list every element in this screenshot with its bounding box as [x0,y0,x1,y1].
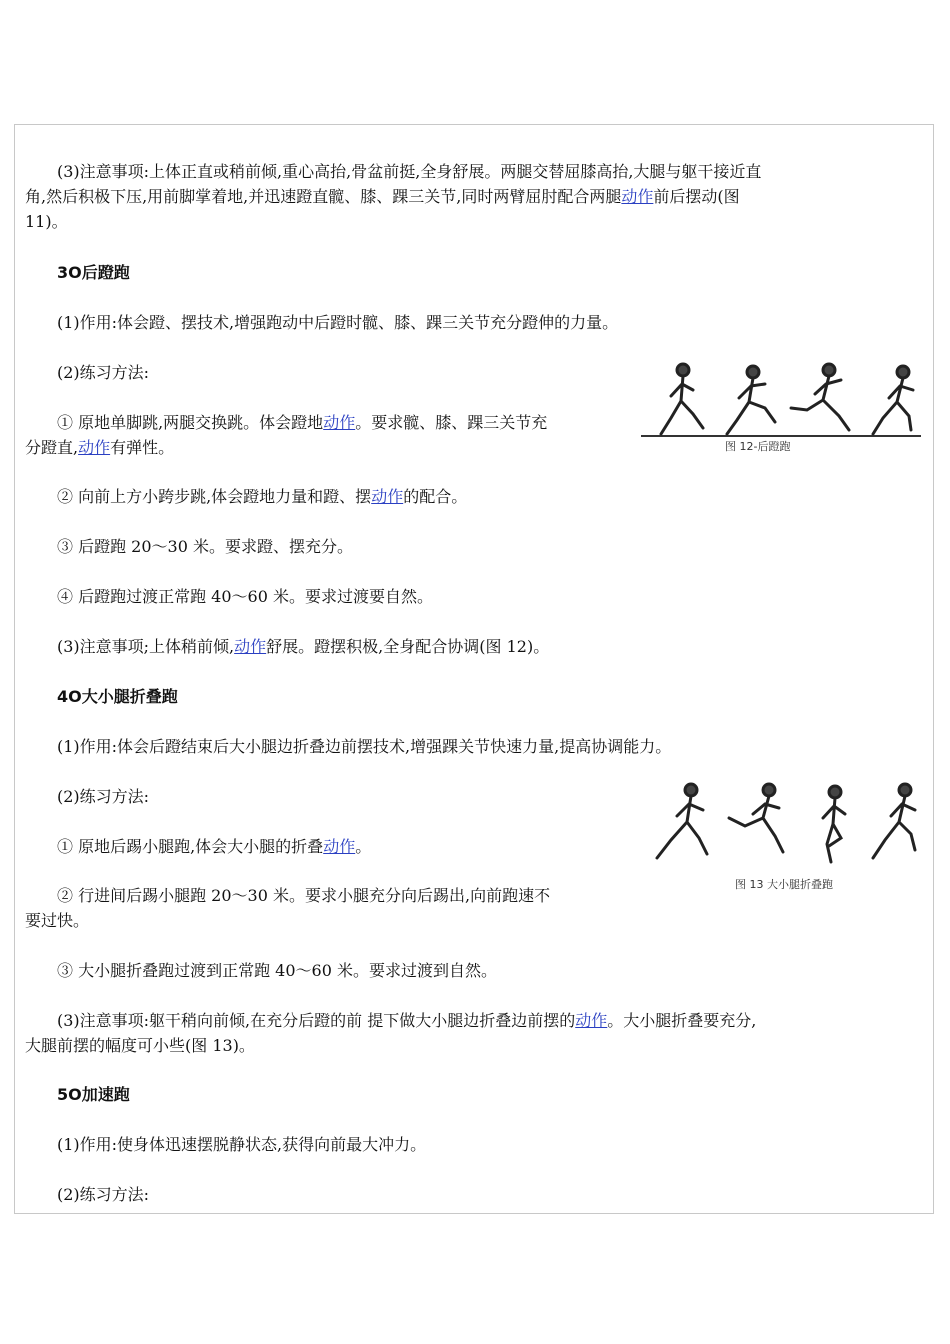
link-dongzuo[interactable]: 动作 [323,413,356,432]
runner-illustration [645,778,925,878]
paragraph: (1)作用:使身体迅速摆脱静状态,获得向前最大冲力。 [57,1135,427,1154]
paragraph: (1)作用:体会蹬、摆技术,增强跑动中后蹬时髋、膝、踝三关节充分蹬伸的力量。 [57,313,619,332]
paragraph-line [25,209,68,234]
link-dongzuo[interactable]: 动作 [371,487,404,506]
text: 角,然后积极下压,用前脚掌着地,并迅速蹬直髋、膝、踝三关节,同时两臂屈肘配合两腿 [25,187,622,206]
text: 有弹性。 [110,438,175,457]
paragraph [57,484,467,509]
paragraph: (2)练习方法: [57,1185,150,1204]
text: ① 原地单脚跳,两腿交换跳。体会蹬地 [57,413,324,432]
section-heading: 4O大小腿折叠跑 [57,687,178,706]
section-heading: 3O后蹬跑 [57,263,130,282]
paragraph: ④ 后蹬跑过渡正常跑 40～60 米。要求过渡要自然。 [57,587,433,606]
paragraph: ③ 大小腿折叠跑过渡到正常跑 40～60 米。要求过渡到自然。 [57,961,497,980]
text: (3)注意事项:上体正直或稍前倾,重心高抬,骨盆前挺,全身舒展。两腿交替屈膝高抬,大腿与躯干接近直 [57,162,762,181]
paragraph: (1)作用:体会后蹬结束后大小腿边折叠边前摆技术,增强踝关节快速力量,提高协调能力。 [57,737,672,756]
text: ② 向前上方小跨步跳,体会蹬地力量和蹬、摆 [57,487,372,506]
section-heading: 5O加速跑 [57,1085,130,1104]
paragraph-line: 要过快。 [25,911,90,930]
figure-12 [641,356,921,456]
paragraph: (2)练习方法: [57,787,150,806]
paragraph: ③ 后蹬跑 20～30 米。要求蹬、摆充分。 [57,537,353,556]
paragraph [57,834,371,859]
paragraph-line [25,159,761,184]
link-dongzuo[interactable]: 动作 [78,438,111,457]
text: 。 [355,837,372,856]
text: 分蹬直, [25,438,79,457]
link-dongzuo[interactable]: 动作 [323,837,356,856]
link-dongzuo[interactable]: 动作 [234,637,267,656]
figure-13 [645,778,925,893]
text: 前后摆动(图 [653,187,740,206]
paragraph [57,634,549,659]
text: ① 原地后踢小腿跑,体会大小腿的折叠 [57,837,324,856]
text: (3)注意事项:躯干稍向前倾,在充分后蹬的前 提下做大小腿边折叠边前摆的 [57,1011,576,1030]
text: 11)。 [25,212,68,231]
paragraph-line [57,1008,756,1033]
link-dongzuo[interactable]: 动作 [575,1011,608,1030]
text: 的配合。 [403,487,468,506]
figure-caption: 图 12-后蹬跑 [725,440,791,453]
paragraph-line [25,184,740,209]
text: 。要求髋、膝、踝三关节充 [355,413,548,432]
paragraph-line [25,435,174,460]
paragraph-line [57,410,547,435]
paragraph-line: ② 行进间后踢小腿跑 20～30 米。要求小腿充分向后踢出,向前跑速不 [57,886,551,905]
link-dongzuo[interactable]: 动作 [621,187,654,206]
text: 。大小腿折叠要充分, [607,1011,757,1030]
figure-caption: 图 13 大小腿折叠跑 [735,878,833,891]
paragraph: (2)练习方法: [57,363,150,382]
text: 舒展。蹬摆积极,全身配合协调(图 12)。 [266,637,550,656]
text: (3)注意事项;上体稍前倾, [57,637,235,656]
paragraph-line: 大腿前摆的幅度可小些(图 13)。 [25,1036,255,1055]
